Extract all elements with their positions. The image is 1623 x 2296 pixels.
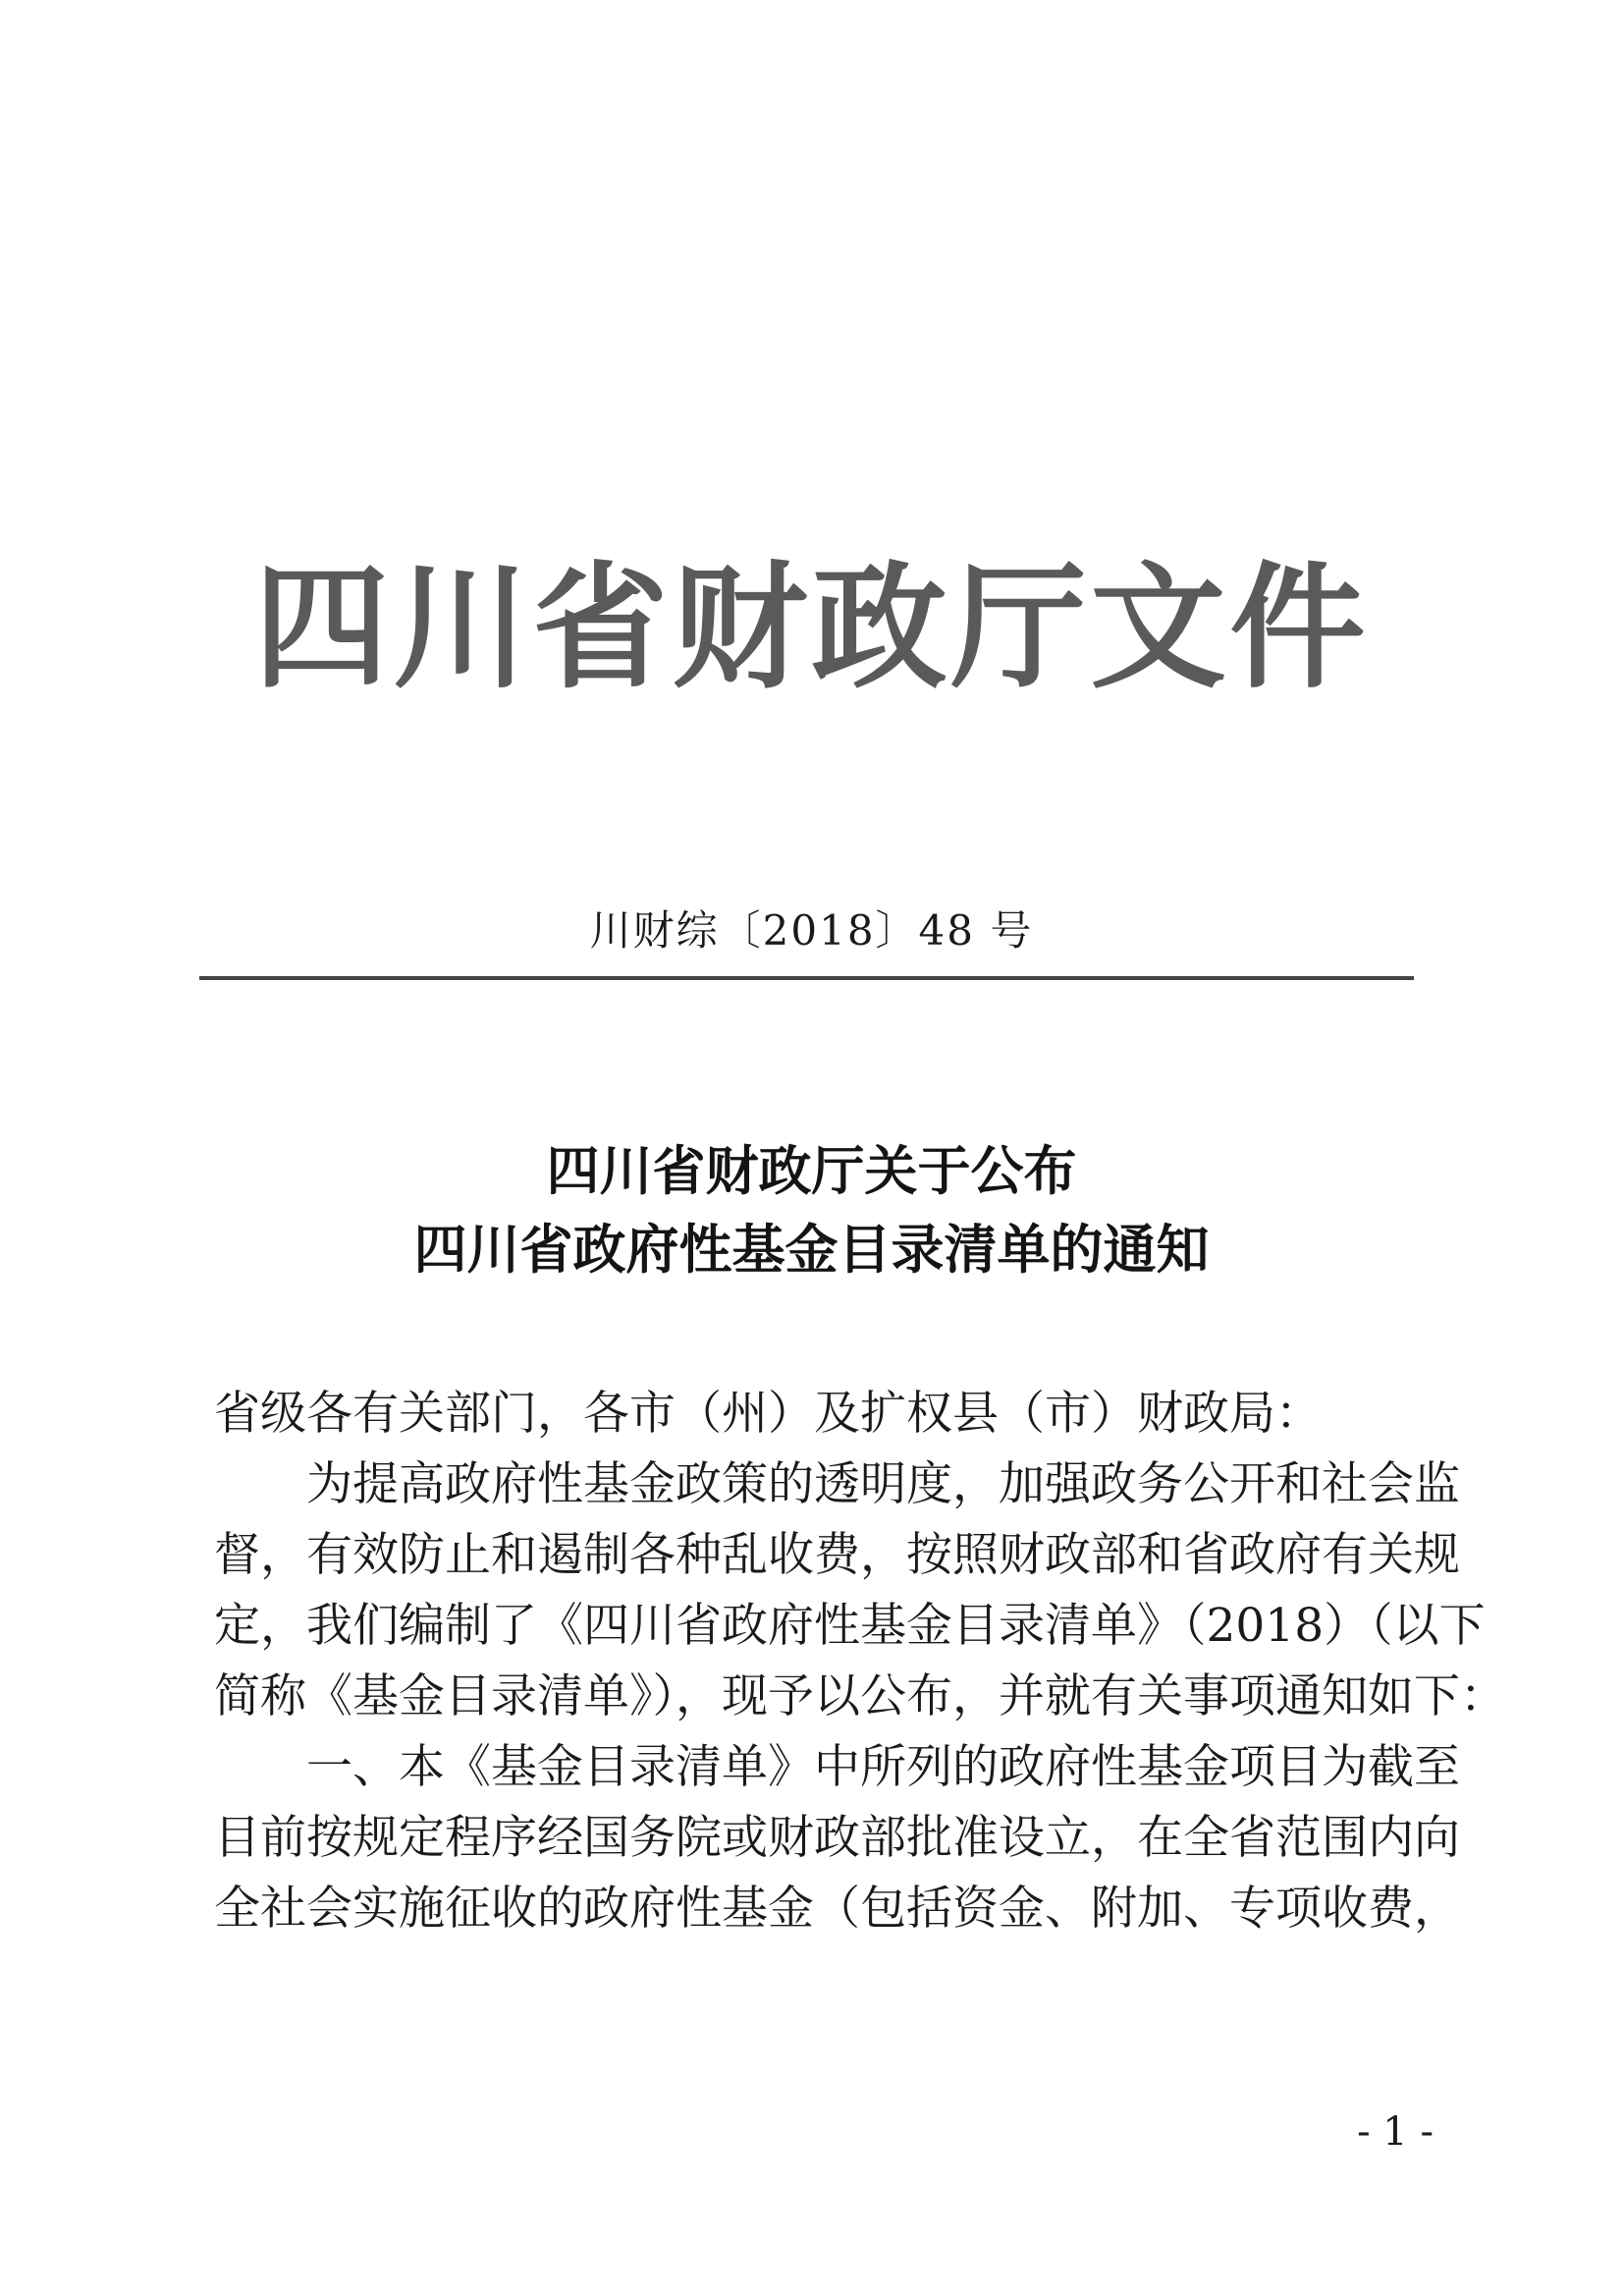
page-number: - 1 -	[1357, 2109, 1434, 2155]
body-line: 全社会实施征收的政府性基金（包括资金、附加、专项收费，	[214, 1882, 1460, 1936]
body-line: 定，我们编制了《四川省政府性基金目录清单》（2018）（以下	[214, 1599, 1486, 1653]
body-line: 为提高政府性基金政策的透明度，加强政务公开和社会监	[214, 1457, 1460, 1511]
masthead-title: 四川省财政厅文件	[253, 549, 1370, 707]
document-number: 川财综〔2018〕48 号	[589, 906, 1034, 955]
body-line: 省级各有关部门，各市（州）及扩权县（市）财政局：	[214, 1387, 1322, 1441]
body-line: 简称《基金目录清单》），现予以公布，并就有关事项通知如下：	[214, 1669, 1506, 1723]
separator-rule	[199, 976, 1414, 980]
notice-title-line-1: 四川省财政厅关于公布	[546, 1140, 1077, 1202]
body-line: 一、本《基金目录清单》中所列的政府性基金项目为截至	[214, 1740, 1460, 1794]
body-line: 目前按规定程序经国务院或财政部批准设立，在全省范围内向	[214, 1811, 1460, 1865]
body-text	[214, 1379, 1506, 1944]
body-line: 督，有效防止和遏制各种乱收费，按照财政部和省政府有关规	[214, 1528, 1460, 1582]
notice-title-line-2: 四川省政府性基金目录清单的通知	[413, 1219, 1210, 1281]
